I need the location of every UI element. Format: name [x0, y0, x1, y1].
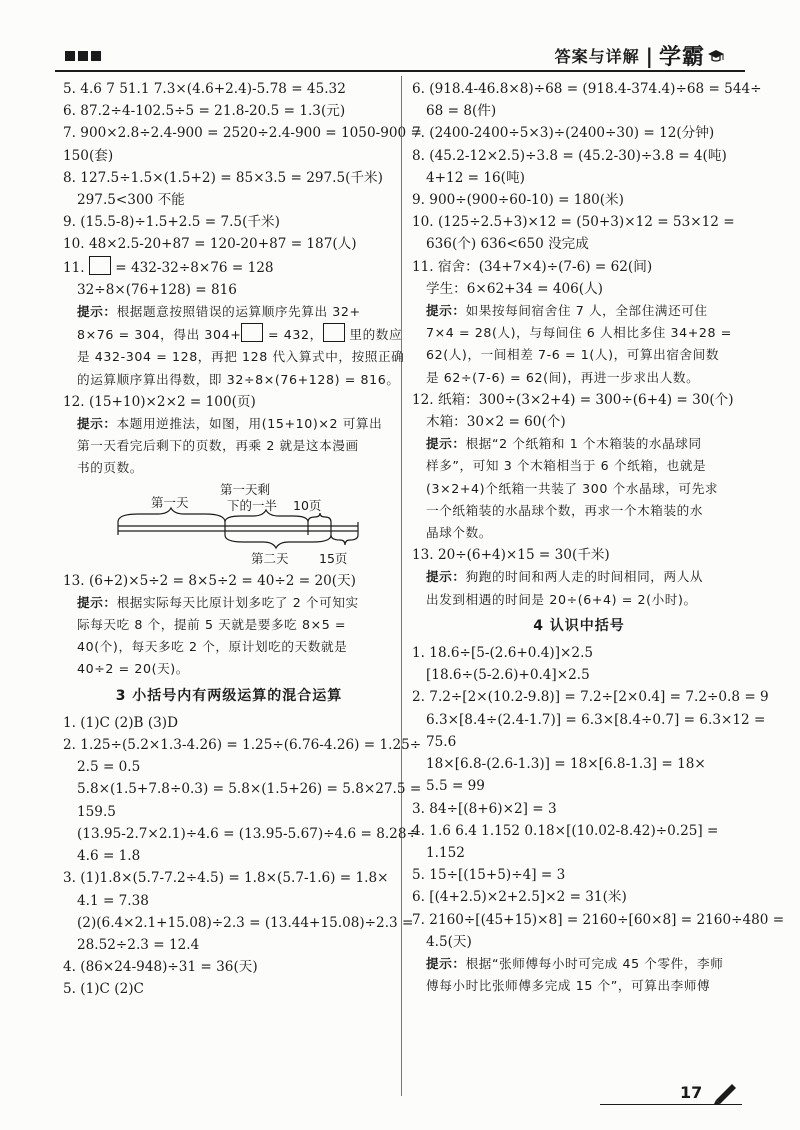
hint-line: [412, 433, 746, 455]
answer-continuation: 4+12 = 16(吨): [426, 169, 525, 186]
hint-line: [63, 435, 395, 457]
answer-line: 10. 48×2.5-20+87 = 120-20+87 = 187(人): [63, 236, 357, 253]
header-square: [78, 51, 88, 61]
diagram-brace-15: [331, 535, 358, 545]
header-square: [91, 51, 101, 61]
hint-line: [63, 323, 403, 346]
answer-line: 4. 1.6 6.4 1.152 0.18×[(10.02-8.42)÷0.25] =: [412, 822, 719, 839]
answer-continuation: 5.5 = 99: [426, 778, 485, 795]
answer-continuation: 4.1 = 7.38: [77, 892, 149, 909]
hint-text: 一个纸箱装的水晶球个数，再求一个木箱装的水: [426, 502, 704, 518]
brand-name: 学霸: [658, 45, 705, 70]
answer-line: 5. (1)C (2)C: [63, 981, 144, 998]
hint-text: 晶球个数。: [426, 525, 492, 541]
answer-line: 6. (918.4-46.8×8)÷68 = (918.4-374.4)÷68 = 544÷: [412, 81, 762, 97]
column-divider: [401, 76, 402, 1096]
hint-line: [412, 975, 746, 997]
answer-blank-box: [241, 323, 263, 342]
header-title: 答案与详解: [554, 47, 640, 66]
hint-text: 是 432-304 = 128，再把 128 代入算式中，按照正确: [77, 349, 405, 365]
hint-line: [63, 658, 395, 680]
answer-line: 8. 127.5÷1.5×(1.5+2) = 85×3.5 = 297.5(千米): [63, 169, 383, 186]
hint-text: 傅每小时比张师傅多完成 15 个”，可算出李师傅: [426, 978, 711, 994]
answer-line: 9. (15.5-8)÷1.5+2.5 = 7.5(千米): [63, 214, 280, 231]
hint-text: 7×4 = 28(人)，与每间住 6 人相比多住 34+28 =: [426, 325, 732, 341]
hint-line: [412, 300, 746, 322]
answer-continuation: 28.52÷2.3 = 12.4: [77, 936, 200, 953]
right-column: [412, 78, 785, 997]
answer-line: 3. (1)1.8×(5.7-7.2÷4.5) = 1.8×(5.7-1.6) = 1.8×: [63, 870, 389, 887]
answer-line: 6. 87.2÷4-102.5÷5 = 21.8-20.5 = 1.3(元): [63, 103, 346, 120]
answer-line: 2. 7.2÷[2×(10.2-9.8)] = 7.2÷[2×0.4] = 7.2÷0.8 = 9: [412, 689, 769, 706]
answer-text: 11.: [63, 259, 89, 276]
diagram-label-remaining: 第一天剩: [220, 481, 271, 497]
hint-line: [412, 478, 746, 500]
answer-continuation: 4.6 = 1.8: [77, 848, 141, 865]
answer-line: 150(套): [63, 147, 114, 164]
answer-line: 2. 1.25÷(5.2×1.3-4.26) = 1.25÷(6.76-4.26) = 1.25÷: [63, 737, 422, 754]
answer-blank-box: [89, 256, 111, 275]
hint-label: 提示：: [77, 304, 117, 320]
answer-line: 12. 纸箱：300÷(3×2+4) = 300÷(6+4) = 30(个): [412, 391, 734, 408]
hint-line: [412, 322, 746, 344]
answer-line: 4. (86×24-948)÷31 = 36(天): [63, 959, 258, 976]
answer-continuation: 32÷8×(76+128) = 816: [77, 281, 237, 298]
hint-text: 样多”，可知 3 个木箱相当于 6 个纸箱，也就是: [426, 458, 707, 474]
hint-line: [412, 344, 746, 366]
hint-line: [412, 953, 746, 975]
hint-label: 提示：: [426, 303, 466, 319]
hint-line: [63, 636, 395, 658]
diagram-label-day2: 第二天: [251, 550, 289, 566]
answer-line: 5. 15÷[(15+5)÷4] = 3: [412, 867, 566, 884]
hint-text: 根据题意按照错误的运算顺序先算出 32+: [116, 304, 361, 320]
header-squares: [65, 51, 101, 61]
diagram-brace-day2: [225, 535, 331, 548]
hint-text: = 432，: [263, 327, 323, 343]
graduation-cap-icon: [707, 49, 725, 63]
hint-label: 提示：: [426, 569, 466, 585]
diagram-label-15-pages: 15页: [319, 550, 348, 566]
answer-continuation: 18×[6.8-(2.6-1.3)] = 18×[6.8-1.3] = 18×: [426, 756, 706, 773]
answer-continuation: 6.3×[8.4÷(2.4-1.7)] = 6.3×[8.4÷0.7] = 6.3×12 =: [426, 711, 766, 728]
answer-continuation: 297.5<300 不能: [77, 192, 185, 209]
diagram-label-10-pages: 10页: [293, 497, 322, 513]
answer-continuation: 学生：6×62+34 = 406(人): [426, 280, 603, 297]
answer-line: 7. (2400-2400÷5×3)÷(2400÷30) = 12(分钟): [412, 125, 715, 142]
hint-line: [412, 589, 746, 611]
hint-line: [63, 413, 395, 435]
footer-rule: [600, 1104, 742, 1105]
page-count-diagram: [63, 480, 395, 568]
hint-line: [63, 592, 395, 614]
answer-continuation: 68 = 8(件): [426, 103, 497, 120]
hint-text: 8×76 = 304，得出 304+: [77, 327, 242, 343]
answer-continuation: (2)(6.4×2.1+15.08)÷2.3 = (13.44+15.08)÷2.3 =: [77, 914, 414, 931]
pencil-icon: [710, 1080, 740, 1104]
hint-line: [412, 367, 746, 389]
hint-label: 提示：: [426, 955, 466, 971]
page-number: 17: [680, 1083, 703, 1102]
hint-text: 根据“张师傅每小时可完成 45 个零件，李师: [465, 955, 724, 971]
answer-line: 3. 84÷[(8+6)×2] = 3: [412, 800, 557, 817]
hint-text: 里的数应: [344, 327, 403, 343]
section-heading: 3 小括号内有两级运算的混合运算: [115, 687, 343, 704]
hint-text: 40÷2 = 20(天)。: [77, 661, 189, 677]
header-separator: |: [645, 43, 653, 68]
section-heading: 4 认识中括号: [533, 617, 625, 634]
hint-line: [412, 566, 746, 588]
hint-text: 际每天吃 8 个，提前 5 天就是要多吃 8×5 =: [77, 617, 347, 633]
hint-text: 如果按每间宿舍住 7 人，全部住满还可住: [465, 303, 708, 319]
header-title-group: [555, 40, 725, 71]
answer-line: 6. [(4+2.5)×2+2.5]×2 = 31(米): [412, 889, 627, 906]
header-square: [65, 51, 75, 61]
answer-continuation: 5.8×(1.5+7.8÷0.3) = 5.8×(1.5+26) = 5.8×27.5 =: [77, 781, 422, 798]
hint-line: [63, 457, 395, 479]
answer-continuation: 4.5(天): [426, 933, 472, 950]
hint-text: 出发到相遇的时间是 20÷(6+4) = 2(小时)。: [426, 591, 697, 607]
page-header: [55, 40, 745, 70]
hint-line: [63, 301, 395, 323]
hint-text: 第一天看完后剩下的页数，再乘 2 就是这本漫画: [77, 438, 359, 454]
hint-text: (3×2+4)个纸箱一共装了 300 个水晶球，可先求: [426, 480, 719, 496]
answer-continuation: [18.6÷(5-2.6)+0.4]×2.5: [426, 667, 590, 684]
diagram-label-day1: 第一天: [151, 494, 189, 510]
hint-line: [412, 522, 746, 544]
hint-text: 的运算顺序算出得数，即 32÷8×(76+128) = 816。: [77, 371, 400, 387]
answer-line: 1. 18.6÷[5-(2.6+0.4)]×2.5: [412, 645, 594, 662]
answer-line: 13. 20÷(6+4)×15 = 30(千米): [412, 547, 610, 564]
answer-text: = 432-32÷8×76 = 128: [110, 259, 274, 276]
answer-line: 10. (125÷2.5+3)×12 = (50+3)×12 = 53×12 =: [412, 214, 735, 231]
answer-continuation: 159.5: [77, 803, 116, 820]
answer-line: 9. 900÷(900÷60-10) = 180(米): [412, 192, 624, 209]
hint-line: [63, 346, 405, 368]
hint-label: 提示：: [426, 436, 466, 452]
answer-line: 8. (45.2-12×2.5)÷3.8 = (45.2-30)÷3.8 = 4(吨): [412, 147, 727, 164]
left-column: [63, 78, 422, 1001]
answer-line: 7. 2160÷[(45+15)×8] = 2160÷[60×8] = 2160÷480 =: [412, 911, 785, 928]
hint-line: [63, 614, 395, 636]
hint-label: 提示：: [77, 416, 117, 432]
answer-continuation: 2.5 = 0.5: [77, 759, 141, 776]
answer-line: [63, 256, 395, 279]
answer-line: 7. 900×2.8÷2.4-900 = 2520÷2.4-900 = 1050-900 =: [63, 125, 422, 142]
hint-text: 书的页数。: [77, 460, 143, 476]
hint-text: 40(个)，每天多吃 2 个，原计划吃的天数就是: [77, 639, 348, 655]
answer-line: 11. 宿舍：(34+7×4)÷(7-6) = 62(间): [412, 258, 653, 275]
answer-line: 5. 4.6 7 51.1 7.3×(4.6+2.4)-5.78 = 45.32: [63, 81, 346, 97]
answer-line: 1. (1)C (2)B (3)D: [63, 714, 178, 731]
answer-blank-box: [323, 323, 345, 342]
diagram-label-half: 下的一半: [227, 497, 278, 513]
hint-line: [412, 500, 746, 522]
hint-label: 提示：: [77, 594, 117, 610]
hint-text: 62(人)，一间相差 7-6 = 1(人)，可算出宿舍间数: [426, 347, 720, 363]
hint-text: 是 62÷(7-6) = 62(间)，再进一步求出人数。: [426, 369, 700, 385]
answer-continuation: (13.95-2.7×2.1)÷4.6 = (13.95-5.67)÷4.6 = 8.28÷: [77, 825, 418, 842]
hint-text: 本题用逆推法，如图，用(15+10)×2 可算出: [116, 416, 383, 432]
hint-line: [412, 455, 746, 477]
hint-text: 狗跑的时间和两人走的时间相同，两人从: [465, 569, 704, 585]
header-rule: [55, 70, 745, 72]
answer-line: 13. (6+2)×5÷2 = 8×5÷2 = 40÷2 = 20(天): [63, 572, 356, 589]
hint-text: 根据实际每天比原计划多吃了 2 个可知实: [116, 594, 359, 610]
answer-continuation: 木箱：30×2 = 60(个): [426, 414, 566, 431]
answer-continuation: 75.6: [426, 733, 457, 750]
hint-line: [63, 369, 400, 391]
answer-continuation: 636(个) 636<650 没完成: [426, 236, 589, 253]
hint-text: 根据“2 个纸箱和 1 个木箱装的水晶球同: [465, 436, 702, 452]
answer-continuation: 1.152: [426, 844, 465, 861]
answer-line: 12. (15+10)×2×2 = 100(页): [63, 393, 256, 410]
